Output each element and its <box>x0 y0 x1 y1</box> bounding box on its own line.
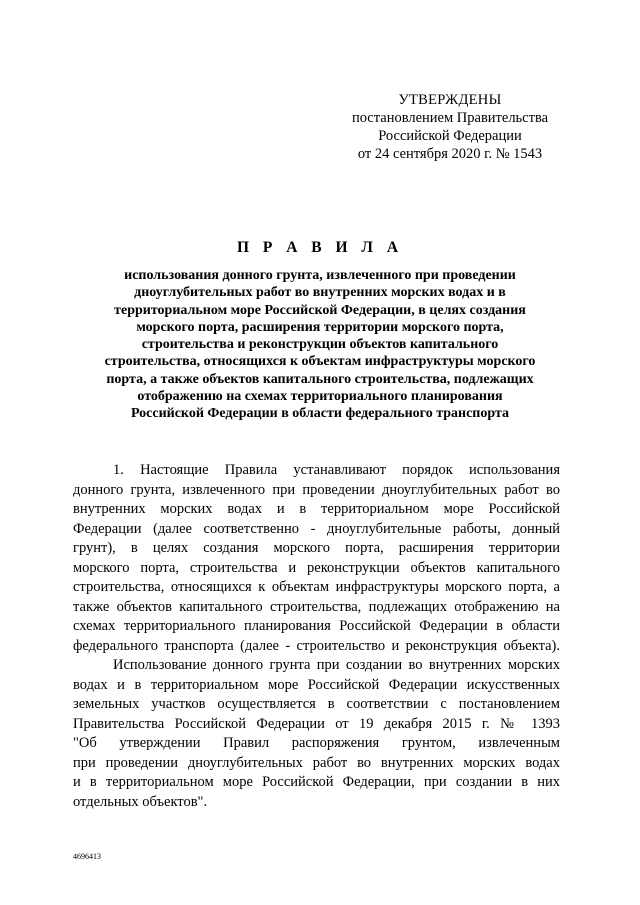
subtitle-line: строительства и реконструкции объектов капитального <box>141 337 499 353</box>
paragraph-line: земельных участков осуществляется в соответствии с постановлением <box>73 696 560 712</box>
approval-block <box>340 91 560 163</box>
subtitle-line: использования донного грунта, извлеченного при проведении <box>124 268 516 283</box>
document-id: 4696413 <box>73 852 101 861</box>
paragraph-line: Использование донного грунта при создании во внутренних морских <box>113 657 560 673</box>
paragraph-2 <box>73 656 560 812</box>
subtitle-line: отображению на схемах территориального планирования <box>137 389 503 405</box>
approval-line: постановлением Правительства <box>351 110 549 126</box>
paragraph-line: грунт), в целях создания морского порта, расширения территории <box>73 540 560 556</box>
paragraph-line: донного грунта, извлеченного при проведении дноуглубительных работ во <box>73 481 560 498</box>
subtitle-line: строительства, относящихся к объектам инфраструктуры морского <box>104 354 536 370</box>
paragraph-line: также объектов капитального строительства, подлежащих отображению на <box>73 598 560 615</box>
paragraph-line: строительства, относящихся к объектам инфраструктуры морского порта, а <box>73 579 560 595</box>
subtitle-line: дноуглубительных работ во внутренних морских водах и в <box>134 285 506 301</box>
paragraph-line: схемах территориального планирования Российской Федерации в области <box>73 618 560 634</box>
paragraph-line: внутренних морских водах и в территориальном море Российской <box>73 501 560 517</box>
paragraph-line: отдельных объектов". <box>73 793 208 810</box>
document-title: П Р А В И Л А <box>236 239 404 256</box>
paragraph-line: 1. Настоящие Правила устанавливают порядок использования <box>113 462 560 478</box>
document-subtitle <box>80 267 560 423</box>
subtitle-line: порта, а также объектов капитального строительства, подлежащих <box>106 371 534 387</box>
subtitle-line: территориальном море Российской Федерации, в целях создания <box>114 302 526 318</box>
paragraph-line: при проведении дноуглубительных работ во внутренних морских водах <box>73 754 560 771</box>
approval-date-line: от 24 сентября 2020 г. № 1543 <box>357 146 543 162</box>
subtitle-line: морского порта, расширения территории морского порта, <box>136 319 504 335</box>
paragraph-line: водах и в территориальном море Российской Федерации искусственных <box>73 676 560 693</box>
paragraph-line: Правительства Российской Федерации от 19 декабря 2015 г. № 1393 <box>73 715 560 732</box>
paragraph-line: "Об утверждении Правил распоряжения грунтом, извлеченным <box>73 735 560 751</box>
paragraph-line: морского порта, строительства и реконструкции объектов капитального <box>73 559 560 576</box>
paragraph-line: федерального транспорта (далее - строительство и реконструкция объекта). <box>73 637 560 654</box>
document-body <box>73 461 560 812</box>
approval-line: Российской Федерации <box>378 128 522 144</box>
paragraph-1 <box>73 461 560 656</box>
subtitle-line: Российской Федерации в области федерального транспорта <box>130 406 510 422</box>
paragraph-line: Федерации (далее соответственно - дноуглубительные работы, донный <box>73 520 560 537</box>
approval-title: УТВЕРЖДЕНЫ <box>398 92 502 108</box>
paragraph-line: и в территориальном море Российской Федерации, при создании в них <box>73 774 560 790</box>
